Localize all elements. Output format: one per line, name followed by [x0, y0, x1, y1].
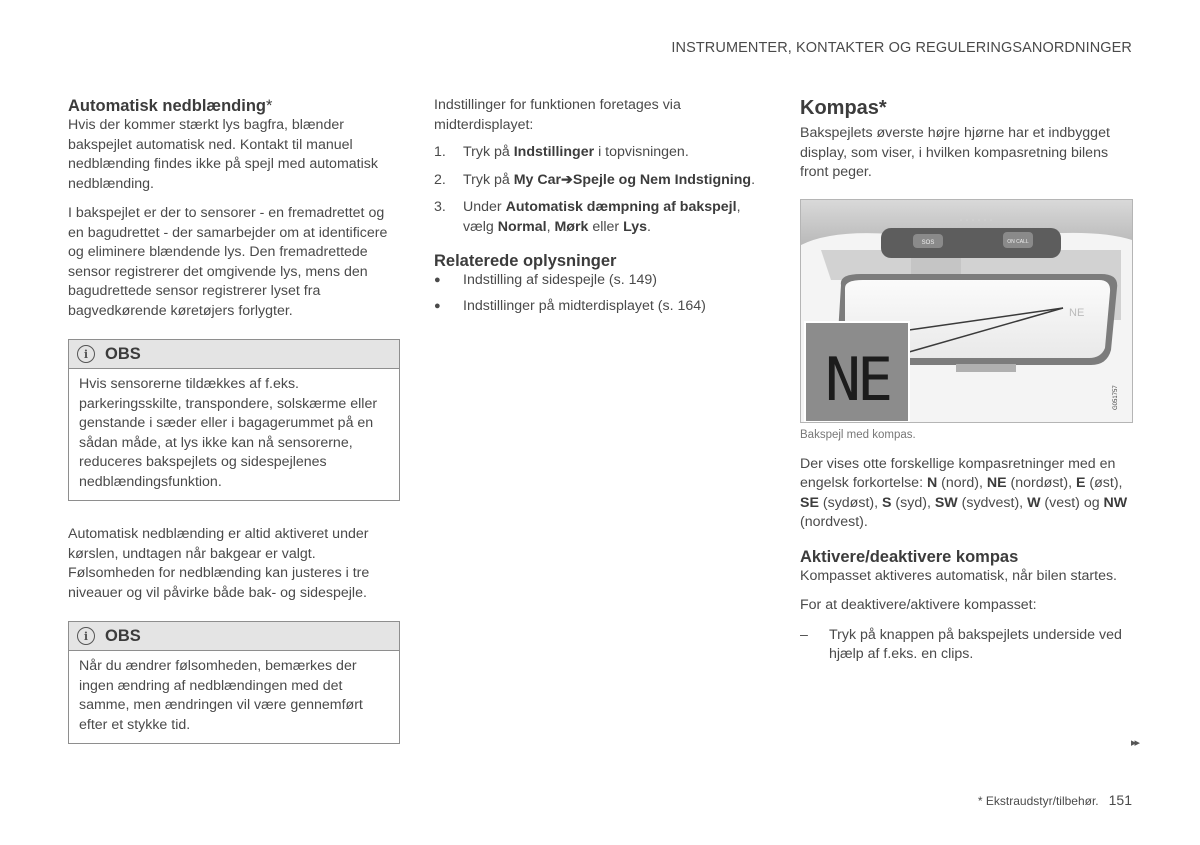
text: eller [588, 218, 624, 235]
asterisk: * [266, 97, 273, 115]
asterisk: * [878, 97, 887, 119]
step-number: 3. [434, 199, 446, 215]
text: (nordøst), [1006, 475, 1076, 491]
text: . [647, 218, 651, 235]
mirror-compass-illustration [800, 199, 1133, 423]
menu-term: Normal [497, 218, 547, 235]
menu-term: Spejle og Nem Indstigning [572, 171, 752, 188]
compass-display-large: NE [824, 344, 890, 415]
link-text[interactable]: Indstillinger på midterdisplayet (s. 164) [463, 297, 706, 314]
page-number: 151 [1108, 792, 1132, 808]
column-left [68, 96, 400, 768]
note-box [68, 339, 400, 501]
dash-marker: – [800, 626, 808, 643]
note-title: OBS [105, 344, 141, 363]
paragraph [800, 455, 1133, 533]
sos-button-label: SOS [921, 239, 935, 246]
heading-text: Automatisk nedblænding [68, 97, 266, 115]
section-heading-compass [800, 96, 1133, 120]
menu-term: Automatisk dæmpning af bakspejl [505, 199, 737, 215]
text: (vest) og [1040, 494, 1104, 511]
link-text[interactable]: Indstilling af sidespejle (s. 149) [463, 272, 657, 288]
list-item [434, 198, 759, 237]
note-header [69, 340, 399, 369]
instruction-text: Tryk på knappen på bakspejlets underside ved hjælp af f.eks. en clips. [829, 626, 1122, 662]
direction-abbr: E [1075, 475, 1086, 491]
direction-abbr: S [882, 494, 892, 511]
note-title: OBS [105, 626, 141, 645]
column-middle [434, 96, 759, 322]
paragraph: Automatisk nedblænding er altid aktiveret under kørslen, undtagen når bakgear er valgt. Følsomheden for nedblænding kan justeres i tre niveauer og vil påvirke både bak- og sidespejle. [68, 526, 370, 601]
text: , vælg [463, 199, 741, 235]
related-list [434, 271, 759, 316]
bullet-icon: ● [434, 299, 441, 312]
figure-code: G051757 [1113, 384, 1119, 410]
paragraph: Bakspejlets øverste højre hjørne har et indbygget display, som viser, i hvilken kompasretning bilens front peger. [800, 125, 1110, 180]
page-footer [978, 792, 1132, 808]
arrow-right-icon: ➔ [561, 171, 573, 188]
direction-abbr: NE [986, 475, 1007, 491]
running-header: INSTRUMENTER, KONTAKTER OG REGULERINGSANORDNINGER [671, 40, 1132, 56]
text: (syd), [891, 494, 935, 511]
paragraph: Kompasset aktiveres automatisk, når bilen startes. [800, 567, 1117, 584]
text: (nordvest). [800, 514, 868, 530]
section-heading-auto-dimming [68, 96, 400, 116]
text: . [751, 171, 756, 188]
subheading-activate-compass: Aktivere/deaktivere kompas [800, 547, 1019, 566]
mirror-illustration-svg [801, 200, 1132, 422]
heading-text: Kompas [800, 97, 879, 119]
direction-abbr: SE [800, 494, 819, 511]
direction-abbr: NW [1103, 494, 1128, 511]
continue-arrows-icon: ▸▸ [1130, 737, 1138, 749]
instruction-list [800, 626, 1133, 665]
text: (sydøst), [818, 494, 882, 511]
compass-display-small: NE [1069, 306, 1085, 319]
note-box [68, 621, 400, 744]
note-header [69, 622, 399, 651]
paragraph: For at deaktivere/aktivere kompasset: [800, 597, 1037, 613]
menu-term: Mørk [554, 218, 589, 235]
footnote: * Ekstraudstyr/tilbehør. [977, 794, 1099, 808]
related-link[interactable] [434, 271, 759, 291]
on-call-button-label: ON CALL [1007, 238, 1029, 245]
paragraph: Indstillinger for funktionen foretages via midterdisplayet: [434, 97, 681, 133]
column-right [800, 96, 1133, 665]
info-icon: i [77, 627, 95, 645]
related-heading: Relaterede oplysninger [434, 252, 617, 270]
menu-term: My Car [513, 171, 562, 188]
list-item [434, 171, 759, 191]
figure-caption: Bakspejl med kompas. [800, 428, 916, 441]
text: (nord), [937, 475, 987, 491]
direction-abbr: N [926, 475, 938, 491]
text: i topvisningen. [594, 144, 689, 160]
list-item [434, 143, 759, 163]
overhead-console [881, 228, 1061, 258]
menu-term: Indstillinger [513, 144, 595, 160]
text: Der vises otte forskellige kompasretninger med en engelsk forkortelse: [800, 455, 1116, 491]
note-body: Når du ændrer følsomheden, bemærkes der ingen ændring af nedblændingen med det samme, men ændringen vil være gennemført efter et stykke tid. [79, 658, 363, 733]
related-link[interactable] [434, 297, 759, 317]
direction-abbr: SW [934, 494, 958, 511]
paragraph: Hvis der kommer stærkt lys bagfra, blænder bakspejlet automatisk ned. Kontakt til manuel nedblænding findes ikke på spejl med automatisk nedblænding. [68, 117, 378, 192]
step-number: 1. [434, 144, 446, 160]
bullet-icon: ● [434, 274, 441, 286]
text: (øst), [1085, 475, 1123, 491]
text: Under [463, 199, 506, 215]
text: Tryk på [463, 144, 514, 160]
text: , [546, 218, 555, 235]
paragraph: I bakspejlet er der to sensorer - en fremadrettet og en bagudrettet - der samarbejder om at identificere og eliminere blændende lys. Den fremadrettede sensor registrerer det omgivende lys, mens den bagudrettede sensor registrerer lyset fra bagvedkørende køretøjers forlygter. [68, 205, 388, 319]
steps-list [434, 143, 759, 237]
text: Tryk på [463, 171, 514, 188]
note-body: Hvis sensorerne tildækkes af f.eks. parkeringsskilte, transpondere, solskærme eller genstande i sæder eller i bagagerummet på en sådan måde, at lys ikke kan nå sensorerne, reduceres bakspejlets og sidespejlenes nedblændingsfunktion. [79, 376, 378, 490]
info-icon: i [77, 345, 95, 363]
text: (sydvest), [957, 494, 1028, 511]
list-item [800, 626, 1133, 665]
menu-term: Lys [623, 218, 648, 235]
direction-abbr: W [1027, 494, 1041, 511]
step-number: 2. [434, 171, 446, 188]
